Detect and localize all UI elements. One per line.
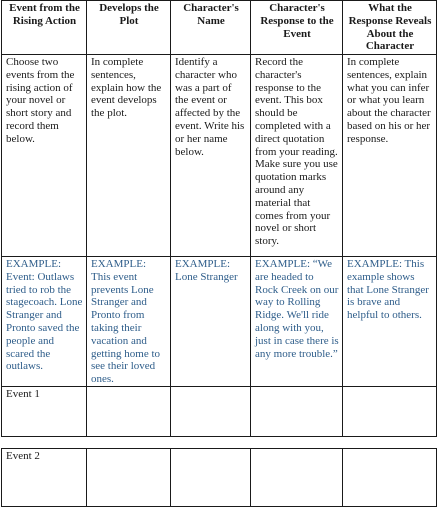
event-2-row xyxy=(2,449,437,507)
event-2-reveals-cell[interactable] xyxy=(343,449,437,507)
example-event: EXAMPLE: Event: Outlaws tried to rob the stagecoach. Lone Stranger and Pronto saved the people and scared the outlaws. xyxy=(2,257,87,387)
event-1-label: Event 1 xyxy=(2,386,87,436)
event-2-label: Event 2 xyxy=(2,449,87,507)
example-response: EXAMPLE: “We are headed to Rock Creek on our way to Rolling Ridge. We'll ride along with you, just in case there is any more trouble.” xyxy=(251,257,343,387)
example-row xyxy=(2,257,437,387)
event-1-response-cell[interactable] xyxy=(251,386,343,436)
instruction-reveals: In complete sentences, explain what you can infer or what you learn about the character based on his or her response. xyxy=(343,55,437,257)
header-reveals: What the Response Reveals About the Character xyxy=(343,1,437,55)
header-row xyxy=(2,1,437,55)
example-character-name: EXAMPLE: Lone Stranger xyxy=(171,257,251,387)
graphic-organizer-table-continued xyxy=(1,448,437,507)
header-response: Character's Response to the Event xyxy=(251,1,343,55)
event-1-reveals-cell[interactable] xyxy=(343,386,437,436)
header-event: Event from the Rising Action xyxy=(2,1,87,55)
event-2-character-cell[interactable] xyxy=(171,449,251,507)
instructions-row xyxy=(2,55,437,257)
instruction-response: Record the character's response to the event. This box should be completed with a direct quotation from your reading. Make sure you use quotation marks around any material that comes from your novel or short story. xyxy=(251,55,343,257)
instruction-plot: In complete sentences, explain how the event develops the plot. xyxy=(87,55,171,257)
header-plot: Develops the Plot xyxy=(87,1,171,55)
instruction-character-name: Identify a character who was a part of the event or affected by the event. Write his or her name below. xyxy=(171,55,251,257)
instruction-event: Choose two events from the rising action of your novel or short story and record them below. xyxy=(2,55,87,257)
header-character-name: Character's Name xyxy=(171,1,251,55)
graphic-organizer-table xyxy=(1,0,437,437)
event-2-plot-cell[interactable] xyxy=(87,449,171,507)
example-reveals: EXAMPLE: This example shows that Lone Stranger is brave and helpful to others. xyxy=(343,257,437,387)
event-1-character-cell[interactable] xyxy=(171,386,251,436)
event-2-response-cell[interactable] xyxy=(251,449,343,507)
event-1-plot-cell[interactable] xyxy=(87,386,171,436)
example-plot: EXAMPLE: This event prevents Lone Stranger and Pronto from taking their vacation and getting home to see their loved ones. xyxy=(87,257,171,387)
event-1-row xyxy=(2,386,437,436)
